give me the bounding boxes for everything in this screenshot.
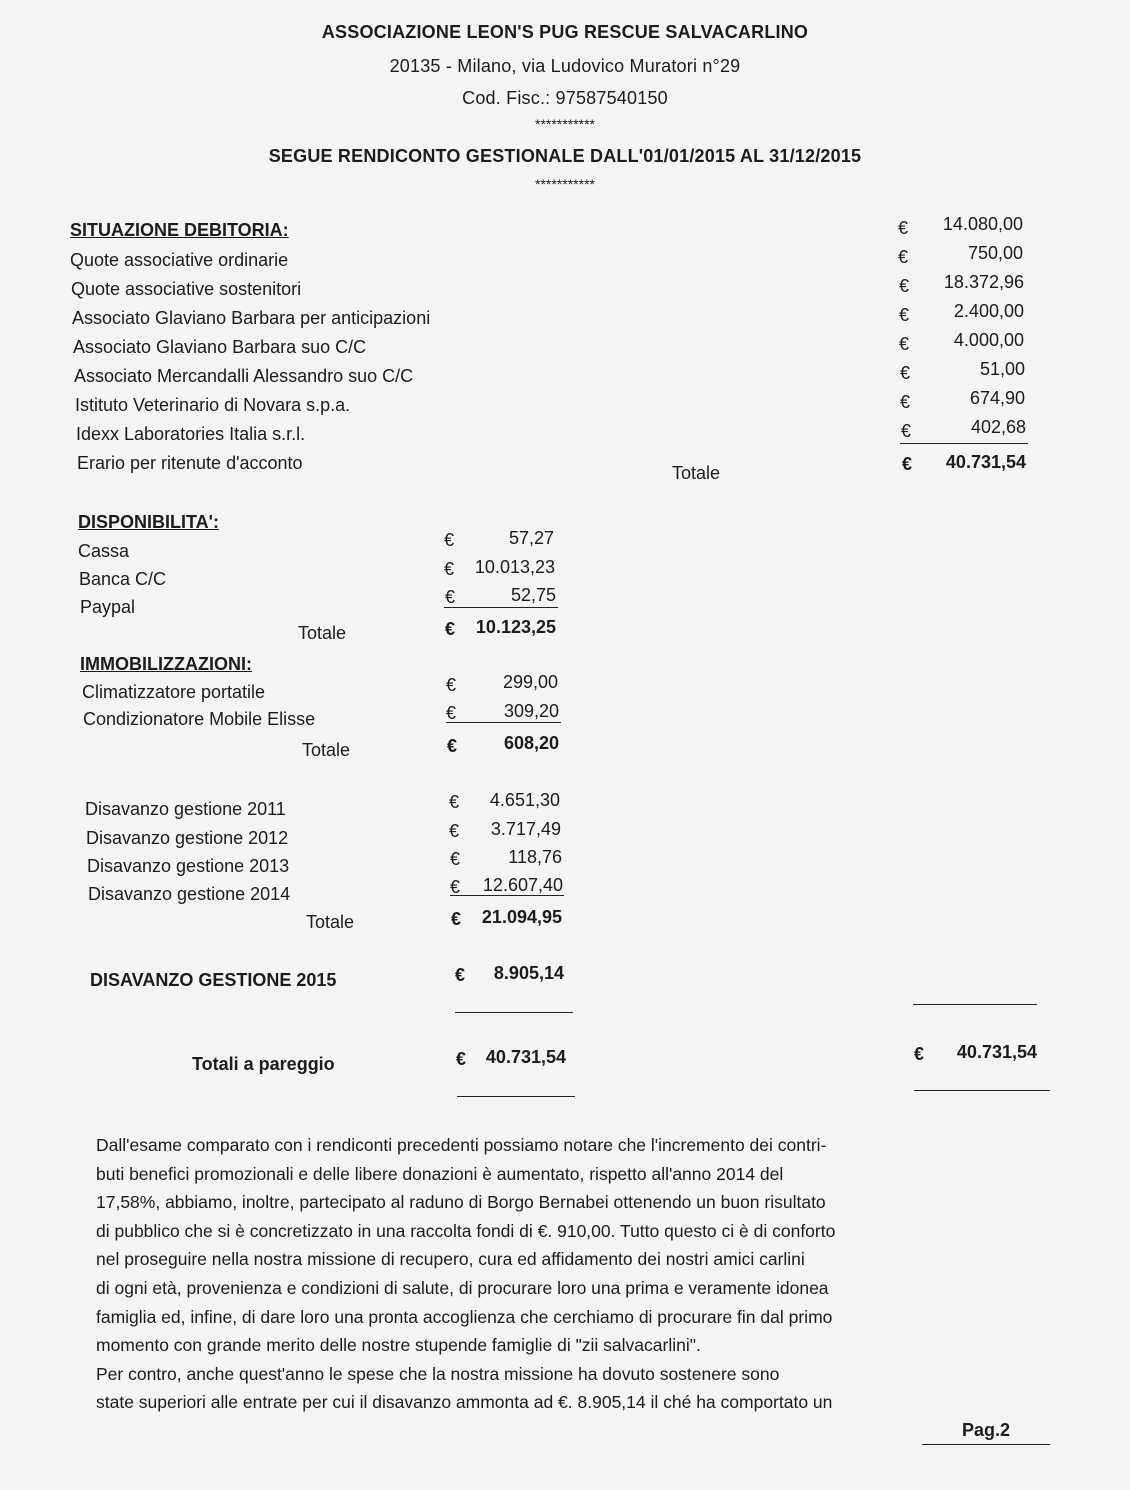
fixed-assets-total-rule — [446, 722, 561, 723]
availability-amount: 57,27 — [508, 528, 554, 548]
fixed-asset-amount: 299,00 — [502, 672, 558, 692]
debt-amount: 4.000,00 — [953, 330, 1024, 350]
paragraph-line: Dall'esame comparato con i rendiconti precedenti possiamo notare che l'incremento dei contri- — [96, 1135, 827, 1155]
deficit-item: Disavanzo gestione 2012 — [86, 828, 289, 848]
currency-symbol: € — [444, 530, 455, 550]
debt-amount: 402,68 — [970, 417, 1026, 437]
debt-item: Idexx Laboratories Italia s.r.l. — [76, 424, 306, 444]
fixed-assets-total-label: Totale — [302, 740, 351, 760]
currency-symbol: € — [455, 965, 466, 985]
currency-symbol: € — [898, 247, 909, 267]
debt-heading: SITUAZIONE DEBITORIA: — [70, 220, 289, 240]
currency-symbol: € — [900, 392, 911, 412]
currency-symbol: € — [914, 1044, 925, 1064]
balance-right-rule — [914, 1090, 1050, 1091]
currency-symbol: € — [902, 454, 913, 474]
currency-symbol: € — [901, 421, 912, 441]
balance-left-amount: 40.731,54 — [485, 1047, 566, 1067]
fixed-asset-amount: 309,20 — [503, 701, 559, 721]
deficit-2015-label: DISAVANZO GESTIONE 2015 — [90, 970, 337, 990]
availability-item: Banca C/C — [79, 569, 167, 589]
deficits-total-rule — [450, 895, 564, 896]
availability-amount: 10.013,23 — [474, 557, 555, 577]
currency-symbol: € — [899, 334, 910, 354]
fixed-asset-item: Condizionatore Mobile Elisse — [83, 709, 316, 729]
paragraph-line: di pubblico che si è concretizzato in una raccolta fondi di €. 910,00. Tutto questo ci è di conforto — [96, 1220, 836, 1241]
separator-stars-top: *********** — [535, 116, 595, 132]
debt-amount: 14.080,00 — [942, 214, 1023, 234]
debt-amount: 750,00 — [967, 243, 1023, 263]
paragraph-line: state superiori alle entrate per cui il disavanzo ammonta ad €. 8.905,14 il ché ha comportato un — [96, 1392, 833, 1413]
currency-symbol: € — [445, 619, 456, 639]
debt-item: Erario per ritenute d'acconto — [77, 453, 303, 473]
availability-total-amount: 10.123,25 — [475, 617, 556, 637]
page-number-rule — [922, 1444, 1050, 1445]
debt-item: Associato Glaviano Barbara suo C/C — [73, 337, 367, 357]
deficit-item: Disavanzo gestione 2013 — [87, 856, 290, 876]
currency-symbol: € — [449, 792, 460, 812]
debt-amount: 51,00 — [979, 359, 1025, 379]
availability-item: Cassa — [78, 541, 130, 561]
paragraph-line: di ogni età, provenienza e condizioni di salute, di procurare loro una prima e veramente idonea — [96, 1277, 829, 1298]
deficits-total-amount: 21.094,95 — [481, 907, 562, 927]
currency-symbol: € — [450, 877, 461, 897]
debt-item: Associato Glaviano Barbara per anticipazioni — [72, 308, 431, 328]
balance-left-rule — [457, 1096, 575, 1097]
deficit-amount: 12.607,40 — [482, 875, 563, 895]
deficit-amount: 4.651,30 — [489, 790, 560, 810]
deficit-2015-rule — [455, 1012, 573, 1013]
debt-item: Quote associative ordinarie — [70, 250, 289, 270]
fixed-assets-heading: IMMOBILIZZAZIONI: — [80, 654, 252, 674]
debt-total-amount: 40.731,54 — [945, 452, 1026, 472]
org-name: ASSOCIAZIONE LEON'S PUG RESCUE SALVACARLINO — [321, 22, 809, 42]
currency-symbol: € — [900, 363, 911, 383]
paragraph-line: nel proseguire nella nostra missione di recupero, cura ed affidamento dei nostri amici carlini — [96, 1249, 805, 1270]
availability-item: Paypal — [80, 597, 136, 617]
paragraph-line: buti benefici promozionali e delle libere donazioni è aumentato, rispetto all'anno 2014 del — [96, 1163, 784, 1184]
right-column-rule — [913, 1004, 1037, 1005]
currency-symbol: € — [899, 305, 910, 325]
page-number: Pag.2 — [962, 1420, 1011, 1440]
report-title: SEGUE RENDICONTO GESTIONALE DALL'01/01/2015 AL 31/12/2015 — [268, 146, 862, 166]
currency-symbol: € — [444, 559, 455, 579]
availability-heading: DISPONIBILITA': — [78, 512, 219, 532]
debt-amount: 18.372,96 — [943, 272, 1024, 292]
paragraph-line: momento con grande merito delle nostre stupende famiglie di "zii salvacarlini". — [96, 1335, 701, 1356]
debt-item: Associato Mercandalli Alessandro suo C/C — [74, 366, 414, 386]
deficits-total-label: Totale — [306, 912, 355, 932]
debt-total-label: Totale — [672, 463, 721, 483]
commentary-paragraph — [96, 1131, 976, 1417]
balance-right-amount: 40.731,54 — [956, 1042, 1037, 1062]
debt-total-rule — [900, 443, 1028, 444]
fixed-asset-item: Climatizzatore portatile — [82, 682, 266, 702]
currency-symbol: € — [447, 736, 458, 756]
deficit-2015-amount: 8.905,14 — [493, 963, 564, 983]
currency-symbol: € — [449, 821, 460, 841]
debt-item: Istituto Veterinario di Novara s.p.a. — [75, 395, 351, 415]
balance-label: Totali a pareggio — [192, 1054, 335, 1074]
debt-item: Quote associative sostenitori — [71, 279, 302, 299]
paragraph-line: 17,58%, abbiamo, inoltre, partecipato al raduno di Borgo Bernabei ottenendo un buon risultato — [96, 1192, 826, 1213]
currency-symbol: € — [899, 276, 910, 296]
currency-symbol: € — [446, 703, 457, 723]
fiscal-code: Cod. Fisc.: 97587540150 — [462, 88, 668, 108]
deficit-item: Disavanzo gestione 2014 — [88, 884, 291, 904]
availability-amount: 52,75 — [510, 585, 556, 605]
availability-total-label: Totale — [298, 623, 347, 643]
currency-symbol: € — [446, 675, 457, 695]
deficit-item: Disavanzo gestione 2011 — [85, 799, 286, 819]
currency-symbol: € — [451, 909, 462, 929]
paragraph-line: Per contro, anche quest'anno le spese che la nostra missione ha dovuto sostenere sono — [96, 1363, 780, 1384]
currency-symbol: € — [898, 218, 909, 238]
separator-stars-bottom: *********** — [535, 176, 595, 192]
paragraph-line: famiglia ed, infine, di dare loro una pronta accoglienza che cerchiamo di procurare fin dal primo — [96, 1306, 833, 1327]
currency-symbol: € — [450, 849, 461, 869]
fixed-assets-total-amount: 608,20 — [503, 733, 559, 753]
availability-total-rule — [444, 607, 558, 608]
deficit-amount: 3.717,49 — [490, 819, 561, 839]
currency-symbol: € — [456, 1049, 467, 1069]
currency-symbol: € — [445, 587, 456, 607]
org-address: 20135 - Milano, via Ludovico Muratori n°29 — [389, 56, 741, 76]
debt-amount: 674,90 — [969, 388, 1025, 408]
debt-amount: 2.400,00 — [953, 301, 1024, 321]
deficit-amount: 118,76 — [508, 847, 562, 867]
